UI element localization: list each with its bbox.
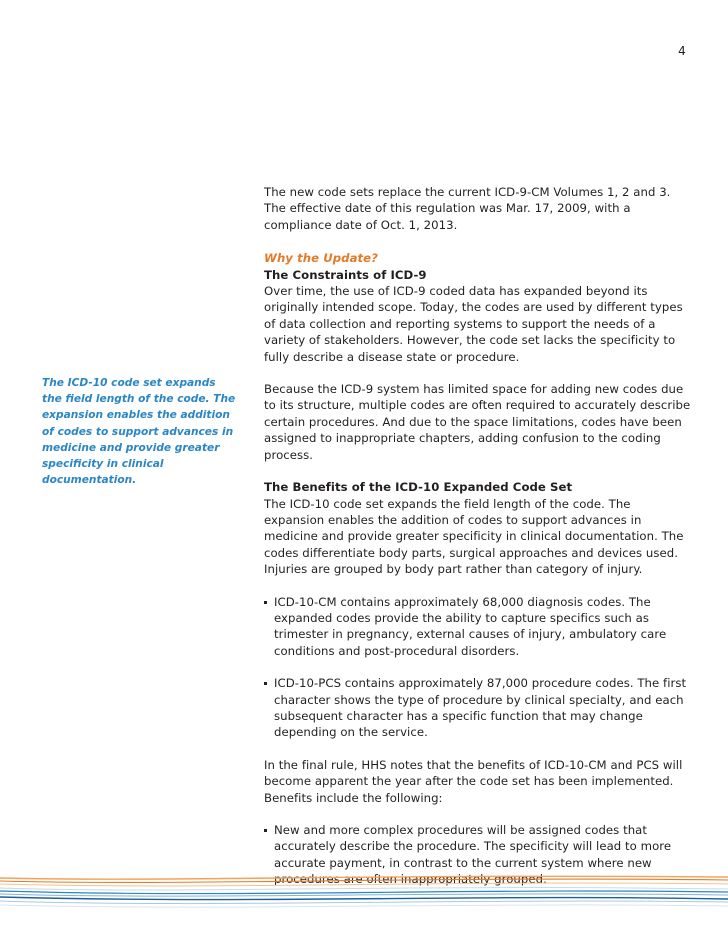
callout-line: expansion enables the addition xyxy=(42,409,230,422)
sidebar-callout xyxy=(42,375,247,488)
section-label: Why the Update? xyxy=(264,251,378,266)
footer-line xyxy=(0,891,728,894)
bullet-item-icd10cm: ICD-10-CM contains approximately 68,000 diagnosis codes. The expanded codes provide the ability to capture specifics such as trimester in pregnancy, external causes of injury, ambulatory care conditions and post-procedural disorders. xyxy=(264,594,692,660)
intro-paragraph: The new code sets replace the current ICD-9-CM Volumes 1, 2 and 3. The effective date of this regulation was Mar. 17, 2009, with a compliance date of Oct. 1, 2013. xyxy=(264,185,671,232)
benefits-paragraph: The ICD-10 code set expands the field length of the code. The expansion enables the addition of codes to support advances in medicine and provide greater specificity in clinical documentation. The codes differentiate body parts, surgical approaches and devices used. Injuries are grouped by body part rather than category of injury. xyxy=(264,496,684,577)
benefits-heading: The Benefits of the ICD-10 Expanded Code Set xyxy=(264,480,573,495)
constraints-paragraph-2: Because the ICD-9 system has limited space for adding new codes due to its structure, multiple codes are often required to accurately describe certain procedures. And due to the space limitations, codes have been assigned to inappropriate chapters, adding confusion to the coding process. xyxy=(264,382,691,462)
callout-line: The ICD-10 code set expands xyxy=(42,377,216,389)
bullet-item-icd10pcs: ICD-10-PCS contains approximately 87,000 procedure codes. The first character shows the type of procedure by clinical specialty, and each subsequent character has a specific function that may change depending on the service. xyxy=(264,675,692,741)
constraints-heading: The Constraints of ICD-9 xyxy=(264,267,427,282)
callout-line: medicine and provide greater xyxy=(42,441,220,454)
code-set-bullet-list xyxy=(264,594,692,741)
page-number: 4 xyxy=(678,44,686,58)
footer-line xyxy=(0,905,728,907)
main-column xyxy=(264,184,692,888)
constraints-paragraph: Over time, the use of ICD-9 coded data has expanded beyond its originally intended scope. Today, the codes are used by different types of data collection and reporting systems to support the needs of a variety of stakeholders. However, the code set lacks the specificity to fully describe a disease state or procedure. xyxy=(264,284,683,364)
callout-line: specificity in clinical documentation. xyxy=(42,458,164,487)
callout-line: the field length of the code. The xyxy=(42,393,236,406)
footer-line xyxy=(0,901,728,904)
footer-line xyxy=(0,894,728,896)
footer-line xyxy=(0,897,728,900)
footer-line xyxy=(0,888,728,890)
final-rule-paragraph: In the final rule, HHS notes that the benefits of ICD-10-CM and PCS will become apparent the year after the code set has been implemented. Benefits include the following: xyxy=(264,757,683,805)
footer-line xyxy=(0,883,728,886)
footer-decorative-lines xyxy=(0,870,728,918)
bullet-item-new-procedures: New and more complex procedures will be assigned codes that accurately describe the procedure. The specificity will lead to more accurate payment, in contrast to the current system where new procedures are often inappropriately grouped. xyxy=(264,822,692,888)
callout-line: of codes to support advances in xyxy=(42,425,234,438)
